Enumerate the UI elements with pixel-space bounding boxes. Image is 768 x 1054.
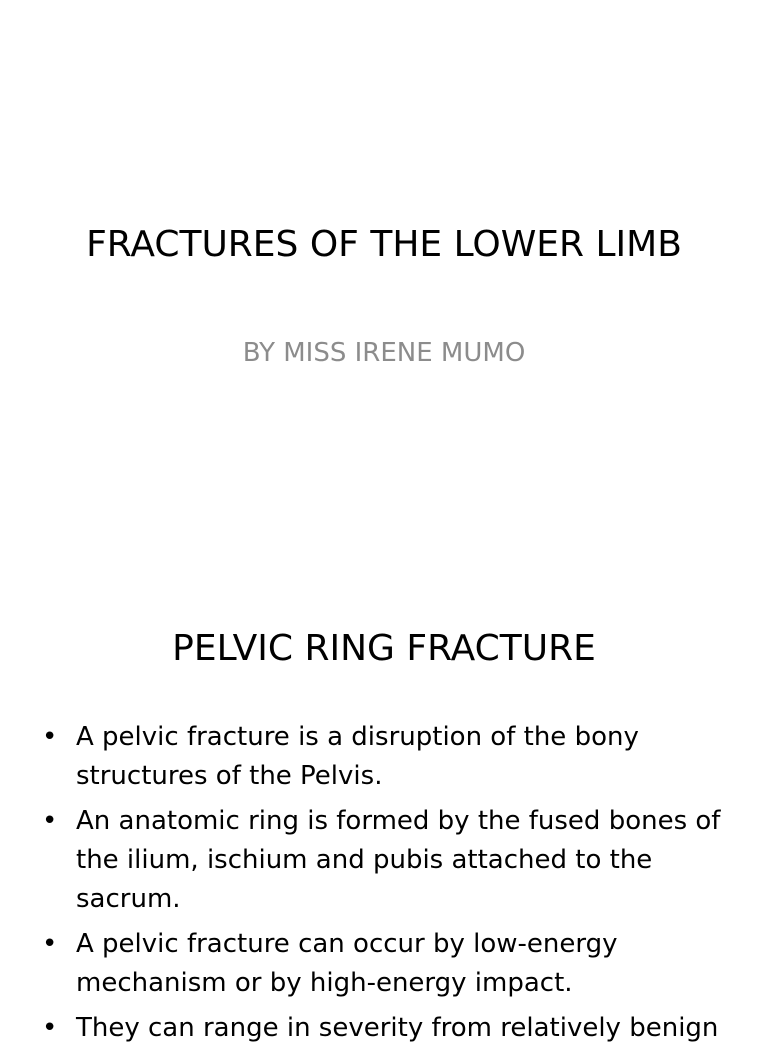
bullet-text: An anatomic ring is formed by the fused bones of the ilium, ischium and pubis attached to the sacrum. xyxy=(76,806,721,914)
bullet-text: A pelvic fracture can occur by low-energy mechanism or by high-energy impact. xyxy=(76,929,618,998)
slide-subtitle: BY MISS IRENE MUMO xyxy=(242,338,526,368)
bullet-text: A pelvic fracture is a disruption of the bony structures of the Pelvis. xyxy=(76,722,639,791)
bullet-list xyxy=(40,718,730,1054)
bullet-dot-icon: • xyxy=(42,806,58,836)
bullet-item xyxy=(40,802,730,919)
bullet-dot-icon: • xyxy=(42,722,58,752)
bullet-dot-icon: • xyxy=(42,1013,58,1043)
slide-title: FRACTURES OF THE LOWER LIMB xyxy=(86,224,682,265)
bullet-item xyxy=(40,925,730,1003)
slide-heading: PELVIC RING FRACTURE xyxy=(172,628,596,669)
bullet-item xyxy=(40,718,730,796)
content-slide xyxy=(0,576,768,1043)
bullet-dot-icon: • xyxy=(42,929,58,959)
bullet-text: They can range in severity from relatively benign xyxy=(76,1013,719,1043)
bullet-item xyxy=(40,1009,730,1048)
